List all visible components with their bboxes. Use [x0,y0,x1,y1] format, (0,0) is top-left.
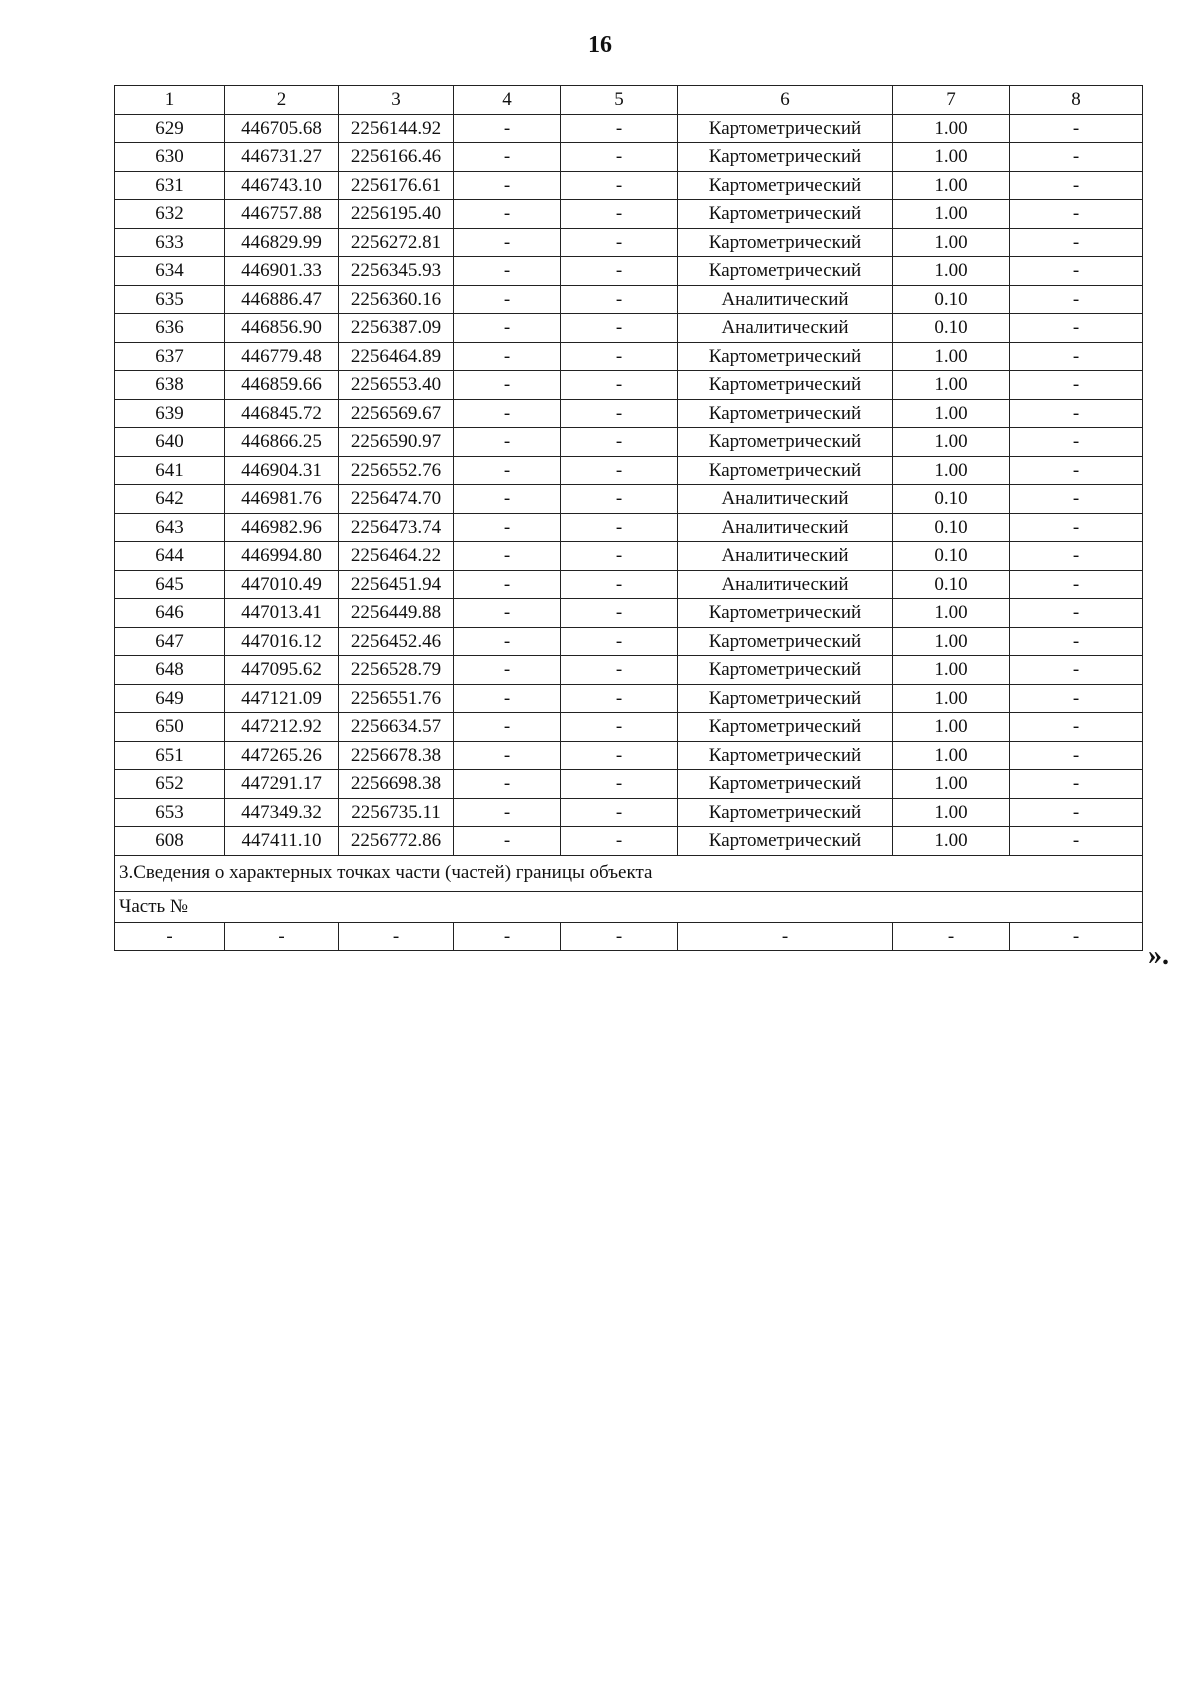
table-cell: - [561,922,678,951]
table-row [115,143,1143,172]
table-cell: Картометрический [678,342,893,371]
table-cell: - [561,542,678,571]
table-cell: 640 [115,428,225,457]
table-cell: - [561,656,678,685]
table-cell: 2256590.97 [339,428,454,457]
table-cell: 636 [115,314,225,343]
table-cell: - [454,314,561,343]
table-cell: 2256449.88 [339,599,454,628]
table-cell: - [1010,228,1143,257]
table-row [115,827,1143,856]
table-cell: 2256272.81 [339,228,454,257]
table-cell: 643 [115,513,225,542]
table-cell: 447013.41 [225,599,339,628]
table-cell: - [1010,371,1143,400]
table-cell: - [1010,542,1143,571]
table-cell: - [561,342,678,371]
table-cell: - [1010,656,1143,685]
table-cell: - [1010,285,1143,314]
table-cell: - [1010,399,1143,428]
table-cell: 2256735.11 [339,798,454,827]
table-cell: - [561,428,678,457]
table-row [115,513,1143,542]
table-cell: 1.00 [893,371,1010,400]
table-cell: - [1010,143,1143,172]
column-header: 3 [339,86,454,115]
table-header-row [115,86,1143,115]
table-cell: 1.00 [893,228,1010,257]
table-cell: - [454,228,561,257]
table-cell: 1.00 [893,456,1010,485]
table-cell: - [454,570,561,599]
table-cell: 447010.49 [225,570,339,599]
table-cell: 447291.17 [225,770,339,799]
table-cell: - [561,228,678,257]
part-label-row [115,891,1143,922]
table-cell: - [1010,770,1143,799]
table-cell: 644 [115,542,225,571]
table-row [115,342,1143,371]
table-cell: - [454,285,561,314]
table-cell: 608 [115,827,225,856]
table-cell: - [454,542,561,571]
table-cell: 1.00 [893,399,1010,428]
table-cell: 2256678.38 [339,741,454,770]
table-cell: Картометрический [678,114,893,143]
table-cell: 2256772.86 [339,827,454,856]
table-cell: 2256144.92 [339,114,454,143]
table-cell: 1.00 [893,114,1010,143]
part-data-row [115,922,1143,951]
table-cell: 0.10 [893,285,1010,314]
table-cell: 2256569.67 [339,399,454,428]
table-cell: - [561,798,678,827]
table-cell: 631 [115,171,225,200]
section-heading-row [115,855,1143,891]
table-cell: - [561,200,678,229]
table-cell: 2256387.09 [339,314,454,343]
table-cell: Картометрический [678,798,893,827]
table-cell: - [561,741,678,770]
table-cell: 642 [115,485,225,514]
table-cell: 447095.62 [225,656,339,685]
table-cell: - [454,143,561,172]
table-cell: - [454,371,561,400]
table-row [115,599,1143,628]
table-cell: 446859.66 [225,371,339,400]
table-cell: - [454,513,561,542]
table-cell: - [561,143,678,172]
table-cell: - [1010,513,1143,542]
table-row [115,627,1143,656]
table-cell: 446705.68 [225,114,339,143]
table-row [115,656,1143,685]
table-cell: - [1010,200,1143,229]
table-cell: 1.00 [893,171,1010,200]
table-cell: 2256474.70 [339,485,454,514]
table-cell: - [561,684,678,713]
table-row [115,171,1143,200]
table-cell: Аналитический [678,513,893,542]
table-cell: 2256195.40 [339,200,454,229]
table-cell: 634 [115,257,225,286]
table-cell: 2256552.76 [339,456,454,485]
table-cell: - [454,770,561,799]
table-cell: 446731.27 [225,143,339,172]
table-cell: Картометрический [678,428,893,457]
table-cell: - [454,456,561,485]
table-row [115,228,1143,257]
column-header: 1 [115,86,225,115]
table-cell: - [1010,741,1143,770]
table-cell: Картометрический [678,399,893,428]
table-row [115,741,1143,770]
table-cell: 638 [115,371,225,400]
table-cell: Картометрический [678,371,893,400]
table-cell: Картометрический [678,200,893,229]
table-cell: - [561,171,678,200]
table-cell: - [561,257,678,286]
table-cell: 447212.92 [225,713,339,742]
table-cell: 447016.12 [225,627,339,656]
table-cell: Картометрический [678,599,893,628]
table-cell: 0.10 [893,513,1010,542]
table-cell: - [454,922,561,951]
table-cell: Картометрический [678,684,893,713]
column-header: 8 [1010,86,1143,115]
column-header: 2 [225,86,339,115]
table-cell: - [1010,827,1143,856]
table-cell: 0.10 [893,542,1010,571]
table-cell: 1.00 [893,342,1010,371]
table-cell: 0.10 [893,314,1010,343]
table-cell: Картометрический [678,827,893,856]
coordinates-table [114,85,1143,951]
table-cell: - [561,570,678,599]
table-cell: - [454,342,561,371]
table-cell: - [1010,599,1143,628]
table-cell: - [454,627,561,656]
table-cell: - [561,314,678,343]
table-cell: - [454,257,561,286]
table-cell: Картометрический [678,713,893,742]
table-cell: - [454,656,561,685]
table-row [115,257,1143,286]
table-cell: Аналитический [678,542,893,571]
table-cell: - [1010,485,1143,514]
table-cell: Аналитический [678,314,893,343]
table-cell: Аналитический [678,485,893,514]
table-cell: 446757.88 [225,200,339,229]
table-cell: 2256176.61 [339,171,454,200]
table-cell: 1.00 [893,200,1010,229]
table-cell: 446866.25 [225,428,339,457]
table-cell: - [561,399,678,428]
table-cell: - [561,114,678,143]
table-cell: 446829.99 [225,228,339,257]
table-cell: Картометрический [678,257,893,286]
table-row [115,684,1143,713]
table-cell: - [225,922,339,951]
table-cell: - [454,713,561,742]
table-cell: 651 [115,741,225,770]
table-row [115,570,1143,599]
table-cell: Аналитический [678,285,893,314]
table-cell: 2256452.46 [339,627,454,656]
table-row [115,798,1143,827]
table-cell: 1.00 [893,741,1010,770]
table-cell: Картометрический [678,627,893,656]
table-cell: 447349.32 [225,798,339,827]
table-cell: - [1010,257,1143,286]
table-cell: Аналитический [678,570,893,599]
table-cell: 0.10 [893,570,1010,599]
table-row [115,485,1143,514]
table-cell: - [561,371,678,400]
table-cell: 1.00 [893,257,1010,286]
part-label: Часть № [115,891,1143,922]
table-cell: 653 [115,798,225,827]
table-cell: 446982.96 [225,513,339,542]
table-cell: - [454,798,561,827]
table-cell: - [454,684,561,713]
table-cell: - [561,770,678,799]
table-cell: 630 [115,143,225,172]
table-cell: 632 [115,200,225,229]
table-cell: 0.10 [893,485,1010,514]
closing-quote: ». [1148,940,1169,971]
table-cell: - [561,513,678,542]
table-cell: 446981.76 [225,485,339,514]
table-cell: - [454,485,561,514]
table-cell: - [561,485,678,514]
table-cell: 2256634.57 [339,713,454,742]
table-cell: 645 [115,570,225,599]
table-cell: - [454,171,561,200]
table-cell: - [1010,713,1143,742]
table-cell: Картометрический [678,171,893,200]
column-header: 5 [561,86,678,115]
coordinates-table-container [114,85,1142,951]
table-cell: Картометрический [678,143,893,172]
table-cell: 641 [115,456,225,485]
table-cell: - [1010,428,1143,457]
table-row [115,314,1143,343]
table-cell: Картометрический [678,228,893,257]
table-cell: 2256473.74 [339,513,454,542]
table-cell: 629 [115,114,225,143]
table-cell: - [1010,684,1143,713]
table-cell: 447121.09 [225,684,339,713]
table-cell: 2256553.40 [339,371,454,400]
table-cell: 1.00 [893,428,1010,457]
table-cell: Картометрический [678,741,893,770]
table-cell: 2256528.79 [339,656,454,685]
table-row [115,399,1143,428]
table-cell: 647 [115,627,225,656]
table-cell: - [893,922,1010,951]
table-cell: - [561,827,678,856]
table-cell: - [339,922,454,951]
table-cell: 2256451.94 [339,570,454,599]
table-cell: 447265.26 [225,741,339,770]
table-cell: 1.00 [893,143,1010,172]
table-cell: - [561,627,678,656]
table-cell: 648 [115,656,225,685]
table-cell: 2256166.46 [339,143,454,172]
table-cell: - [454,114,561,143]
table-cell: - [1010,627,1143,656]
table-cell: - [1010,570,1143,599]
table-cell: 446994.80 [225,542,339,571]
table-cell: 1.00 [893,599,1010,628]
page-number: 16 [588,32,612,58]
table-cell: - [1010,922,1143,951]
table-cell: 1.00 [893,770,1010,799]
table-row [115,456,1143,485]
table-cell: 446901.33 [225,257,339,286]
table-cell: - [454,599,561,628]
table-cell: 633 [115,228,225,257]
table-cell: 446904.31 [225,456,339,485]
table-cell: 2256360.16 [339,285,454,314]
table-cell: Картометрический [678,456,893,485]
table-cell: 652 [115,770,225,799]
column-header: 4 [454,86,561,115]
table-cell: 1.00 [893,656,1010,685]
table-cell: 2256551.76 [339,684,454,713]
table-cell: - [1010,314,1143,343]
table-row [115,770,1143,799]
table-cell: - [561,713,678,742]
table-row [115,114,1143,143]
table-cell: 446743.10 [225,171,339,200]
table-cell: 446886.47 [225,285,339,314]
table-row [115,428,1143,457]
table-cell: 447411.10 [225,827,339,856]
table-cell: - [1010,798,1143,827]
table-cell: 1.00 [893,827,1010,856]
table-cell: 2256698.38 [339,770,454,799]
table-cell: 639 [115,399,225,428]
table-cell: 2256345.93 [339,257,454,286]
table-row [115,371,1143,400]
column-header: 7 [893,86,1010,115]
column-header: 6 [678,86,893,115]
table-cell: 1.00 [893,798,1010,827]
table-cell: 649 [115,684,225,713]
table-cell: 446779.48 [225,342,339,371]
table-cell: - [1010,342,1143,371]
table-cell: 446845.72 [225,399,339,428]
table-cell: - [561,599,678,628]
table-cell: Картометрический [678,770,893,799]
table-row [115,713,1143,742]
table-cell: - [561,456,678,485]
table-cell: - [1010,171,1143,200]
table-body [115,86,1143,951]
table-cell: 635 [115,285,225,314]
table-cell: - [454,200,561,229]
table-cell: 2256464.22 [339,542,454,571]
table-cell: - [1010,456,1143,485]
table-row [115,542,1143,571]
table-cell: - [1010,114,1143,143]
table-cell: - [678,922,893,951]
table-cell: 637 [115,342,225,371]
section-heading: 3.Сведения о характерных точках части (частей) границы объекта [115,855,1143,891]
table-cell: - [454,827,561,856]
table-cell: 2256464.89 [339,342,454,371]
table-cell: - [454,399,561,428]
table-cell: 650 [115,713,225,742]
table-cell: 1.00 [893,713,1010,742]
table-row [115,285,1143,314]
table-row [115,200,1143,229]
table-cell: 646 [115,599,225,628]
table-cell: Картометрический [678,656,893,685]
table-cell: - [561,285,678,314]
table-cell: 1.00 [893,627,1010,656]
table-cell: 446856.90 [225,314,339,343]
table-cell: 1.00 [893,684,1010,713]
table-cell: - [454,741,561,770]
table-cell: - [115,922,225,951]
table-cell: - [454,428,561,457]
